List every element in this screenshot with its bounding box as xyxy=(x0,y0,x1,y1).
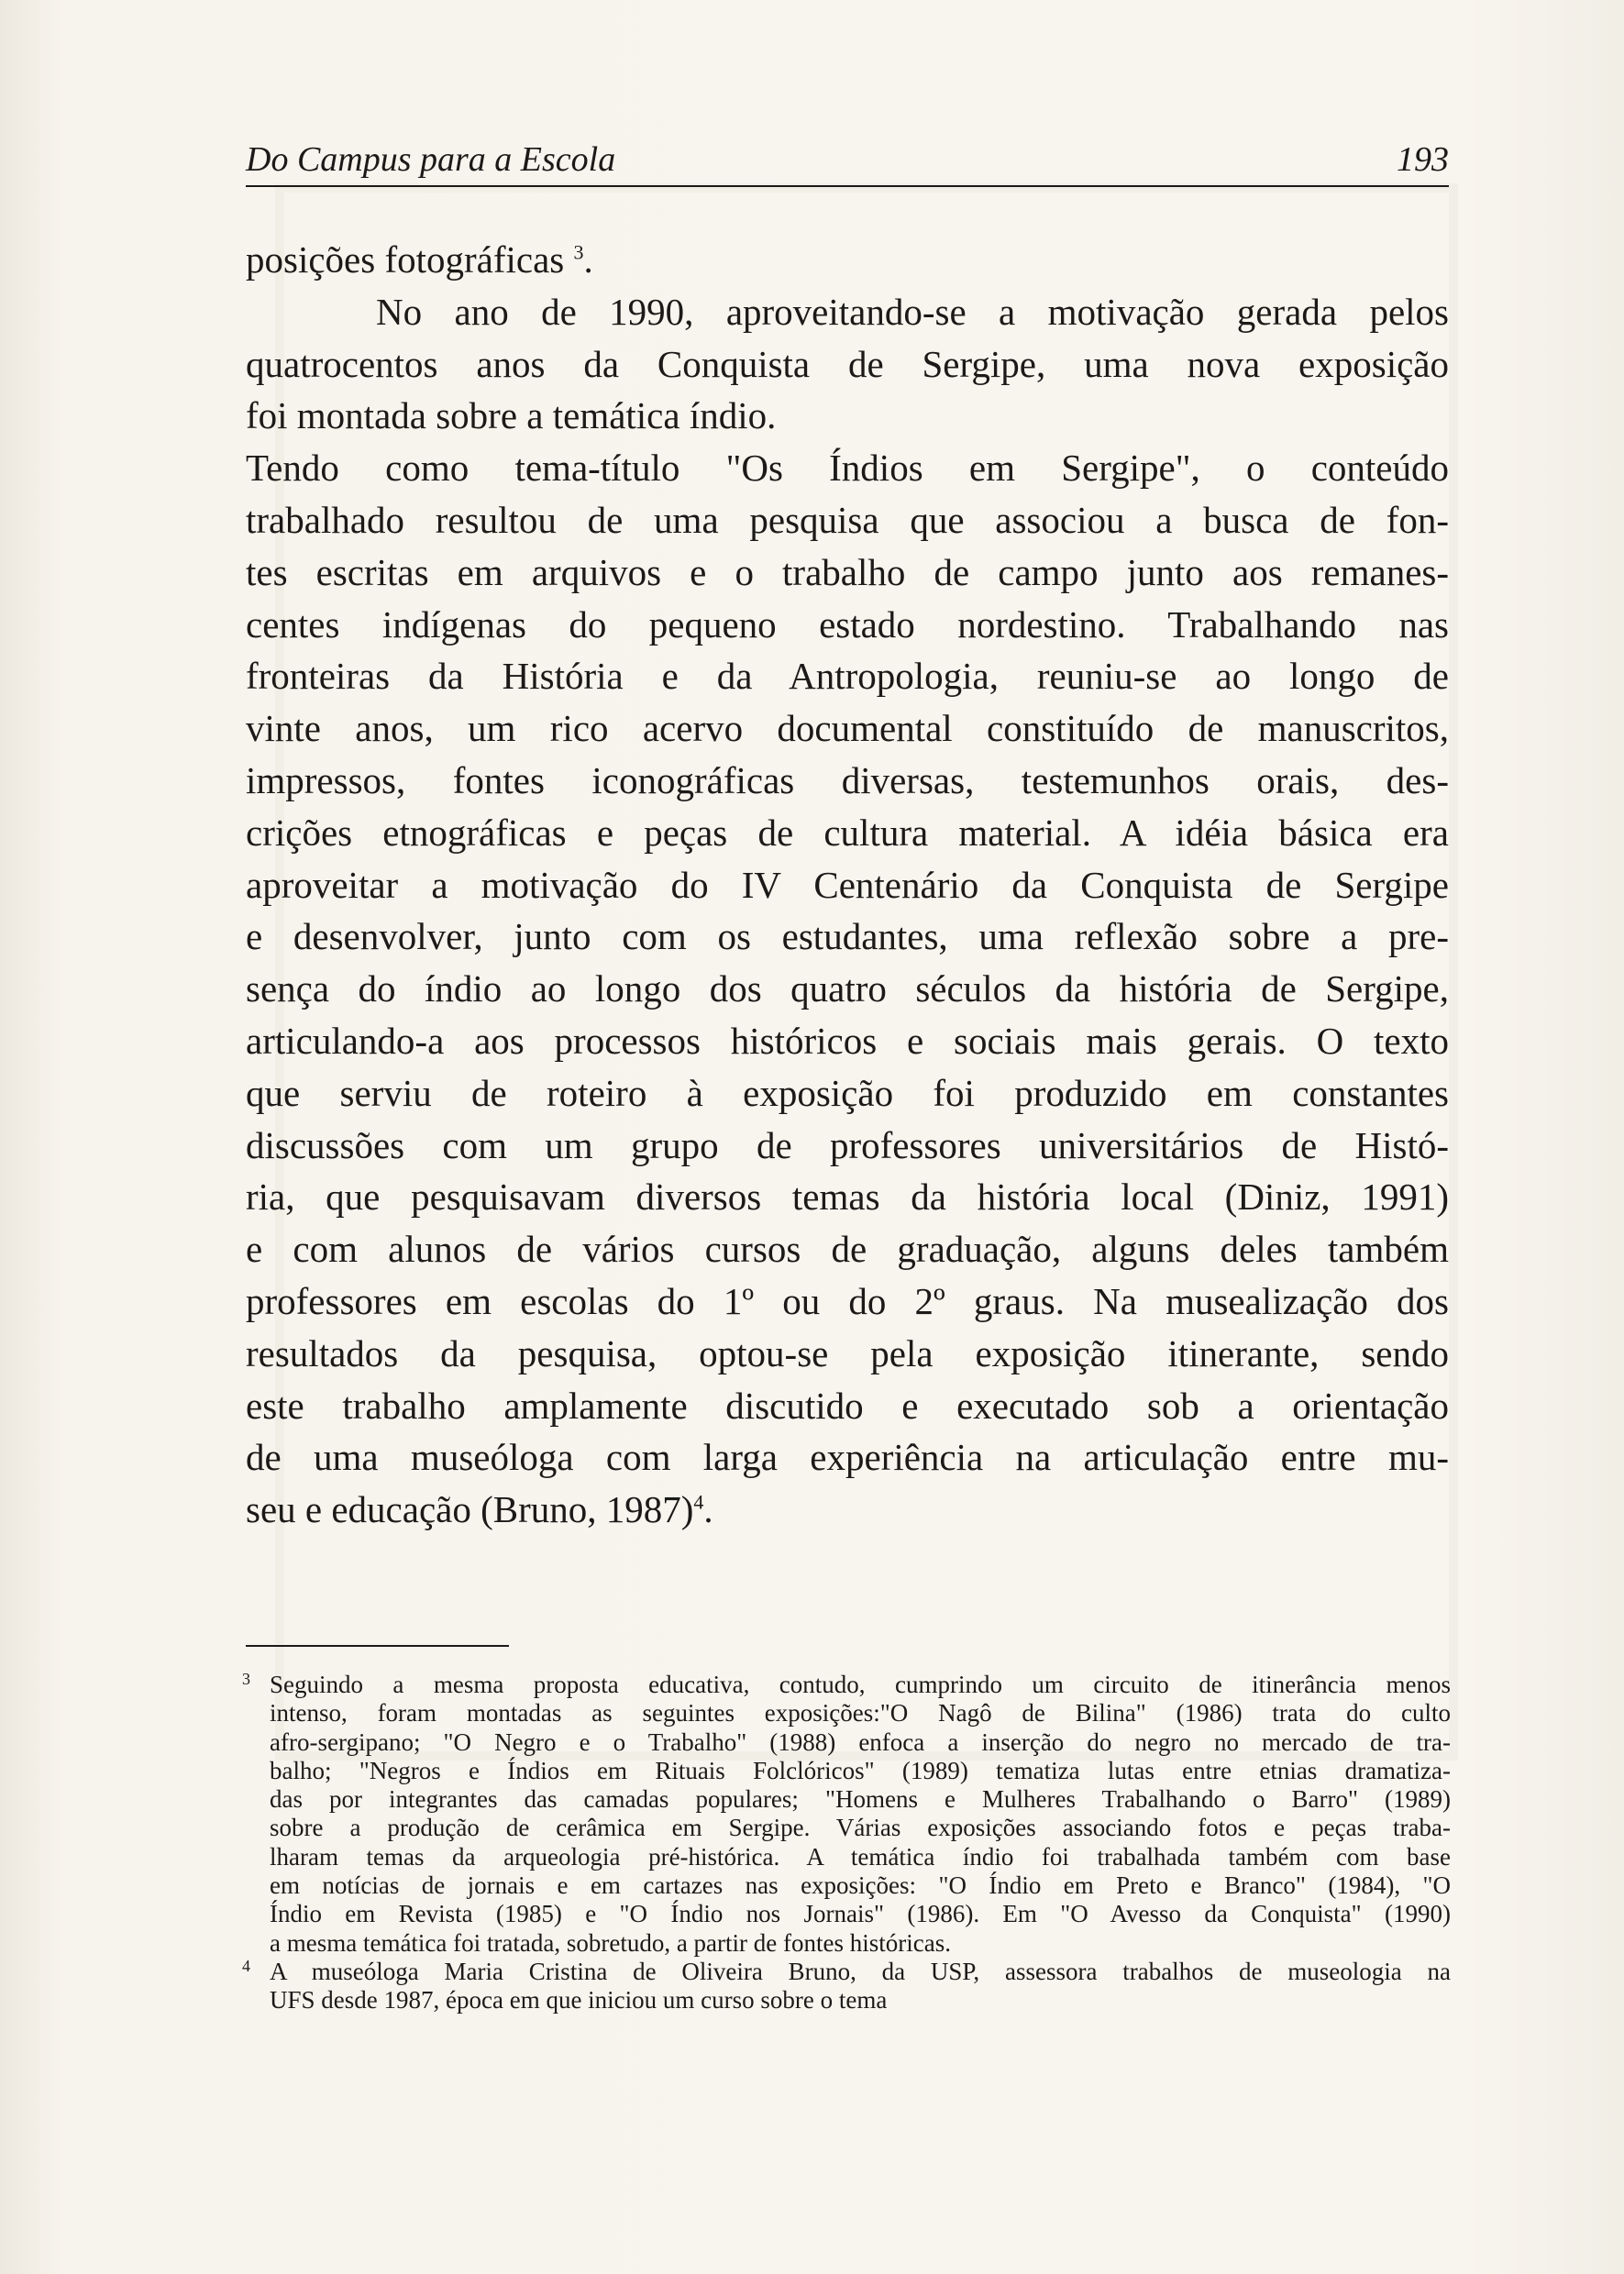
footnote-line: Seguindo a mesma proposta educativa, contudo, cumprindo um circuito de itinerância menos xyxy=(270,1671,1451,1698)
text-line: posições fotográficas $^3$. xyxy=(246,238,593,281)
text-line: articulando-a aos processos históricos e sociais mais gerais. O texto xyxy=(246,1019,1449,1062)
sentence-period: . xyxy=(703,1488,713,1531)
text-line: foi montada sobre a temática índio. xyxy=(246,394,777,437)
text-line: quatrocentos anos da Conquista de Sergipe, uma nova exposição xyxy=(246,342,1449,385)
footnote-line: sobre a produção de cerâmica em Sergipe. Várias exposições associando fotos e peças traba- xyxy=(270,1814,1451,1842)
text-line: professores em escolas do 1º ou do 2º graus. Na musealização dos xyxy=(246,1279,1449,1322)
text-line: seu e educação (Bruno, 1987)$^4$. xyxy=(246,1488,713,1531)
footnote-line: a mesma temática foi tratada, sobretudo, a partir de fontes históricas. xyxy=(270,1928,951,1957)
footnote-marker: 3 xyxy=(242,1670,250,1688)
text-line: sença do índio ao longo dos quatro séculos da história de Sergipe, xyxy=(246,967,1449,1010)
text-line: impressos, fontes iconográficas diversas, testemunhos orais, des- xyxy=(246,758,1449,801)
text-line: ria, que pesquisavam diversos temas da história local (Diniz, 1991) xyxy=(246,1176,1449,1219)
running-title: Do Campus para a Escola xyxy=(246,140,616,179)
text-line: aproveitar a motivação do IV Centenário da Conquista de Sergipe xyxy=(246,863,1449,906)
footnote-line: afro-sergipano; "O Negro e o Trabalho" (1988) enfoca a inserção do negro no mercado de tra- xyxy=(270,1728,1451,1756)
text-line: que serviu de roteiro à exposição foi produzido em constantes xyxy=(246,1071,1449,1114)
footnote-line: intenso, foram montadas as seguintes exposições:"O Nagô de Bilina" (1986) trata do culto xyxy=(270,1699,1451,1728)
text-line: Tendo como tema-título "Os Índios em Sergipe", o conteúdo xyxy=(246,447,1449,490)
footnote-line: UFS desde 1987, época em que iniciou um curso sobre o tema xyxy=(270,1986,888,2015)
footnote-ref-3: 3 xyxy=(573,240,584,264)
footnote-line: Índio em Revista (1985) e "O Índio nos Jornais" (1986). Em "O Avesso da Conquista" (1990) xyxy=(270,1900,1451,1928)
footnote-3 xyxy=(242,1671,1451,1958)
text-line: centes indígenas do pequeno estado nordestino. Trabalhando nas xyxy=(246,602,1449,646)
text-line: No ano de 1990, aproveitando-se a motivação gerada pelos xyxy=(376,290,1449,333)
footnote-line: lharam temas da arqueologia pré-histórica. A temática índio foi trabalhada também com base xyxy=(270,1842,1451,1871)
text-line: e com alunos de vários cursos de graduação, alguns deles também xyxy=(246,1228,1449,1271)
text-line: trabalhado resultou de uma pesquisa que associou a busca de fon- xyxy=(246,498,1449,541)
page-header xyxy=(246,138,1449,187)
text-line: vinte anos, um rico acervo documental constituído de manuscritos, xyxy=(246,707,1449,750)
footnote-line: das por integrantes das camadas populares; "Homens e Mulheres Trabalhando o Barro" (1989) xyxy=(270,1785,1451,1814)
footnote-ref-4: 4 xyxy=(693,1490,704,1514)
text-line: tes escritas em arquivos e o trabalho de campo junto aos remanes- xyxy=(246,550,1449,593)
footnote-line: em notícias de jornais e em cartazes nas exposições: "O Índio em Preto e Branco" (1984), "O xyxy=(270,1871,1451,1900)
footnote-line: balho; "Negros e Índios em Rituais Folclóricos" (1989) tematiza lutas entre etnias dramatiza- xyxy=(270,1756,1451,1784)
text-line: de uma museóloga com larga experiência na articulação entre mu- xyxy=(246,1436,1449,1479)
text-line: e desenvolver, junto com os estudantes, uma reflexão sobre a pre- xyxy=(246,915,1449,958)
body-text xyxy=(246,234,1449,1536)
footnote-marker: 4 xyxy=(242,1956,250,1975)
footnotes xyxy=(242,1671,1451,2015)
footnote-rule xyxy=(246,1645,509,1647)
text-line: este trabalho amplamente discutido e executado sob a orientação xyxy=(246,1384,1449,1427)
sentence-period: . xyxy=(583,238,593,281)
footnote-line: A museóloga Maria Cristina de Oliveira Bruno, da USP, assessora trabalhos de museologia na xyxy=(270,1957,1451,1985)
text-line: resultados da pesquisa, optou-se pela exposição itinerante, sendo xyxy=(246,1331,1449,1374)
text-line: discussões com um grupo de professores universitários de Histó- xyxy=(246,1123,1449,1166)
footnote-4 xyxy=(242,1958,1451,2015)
text-line: crições etnográficas e peças de cultura material. A idéia básica era xyxy=(246,811,1449,854)
text-line: fronteiras da História e da Antropologia, reuniu-se ao longo de xyxy=(246,655,1449,698)
page-number: 193 xyxy=(1397,140,1449,179)
